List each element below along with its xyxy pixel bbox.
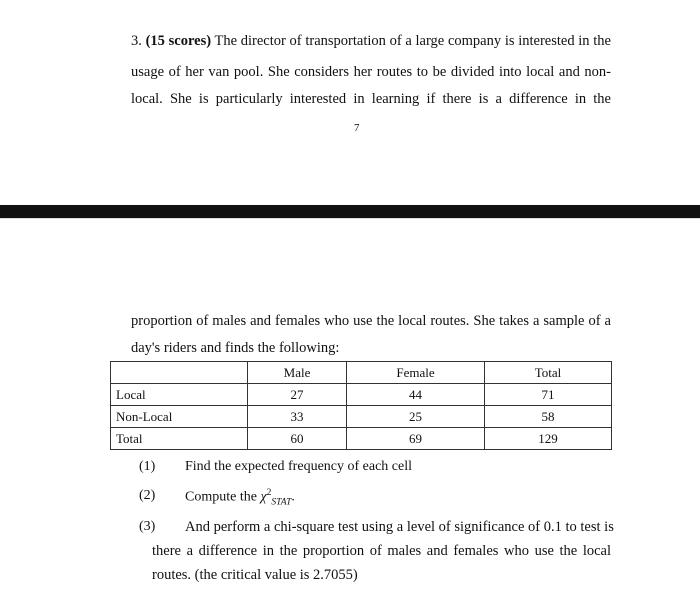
page-separator (0, 205, 700, 218)
frequency-table (110, 361, 612, 450)
table-cell: 69 (347, 428, 485, 450)
table-row (111, 384, 612, 406)
table-header-row (111, 362, 612, 384)
paragraph-line: usage of her van pool. She considers her routes to be divided into local and non- (131, 64, 611, 80)
table-cell: 33 (248, 406, 347, 428)
question-text: there a difference in the proportion of males and females who use the local (152, 543, 611, 559)
table-header-cell: Female (347, 362, 485, 384)
table-cell: 58 (485, 406, 612, 428)
table-cell: 71 (485, 384, 612, 406)
paragraph-line: proportion of males and females who use the local routes. She takes a sample of a (131, 313, 611, 329)
table-cell: 44 (347, 384, 485, 406)
table-cell: 129 (485, 428, 612, 450)
page-edge (0, 218, 700, 219)
chi-symbol: χ (260, 489, 267, 505)
question-text: routes. (the critical value is 2.7055) (152, 567, 358, 583)
question-text: And perform a chi-square test using a level of significance of 0.1 to test is (185, 519, 614, 535)
row-label: Local (111, 384, 248, 406)
paragraph-line: day's riders and finds the following: (131, 340, 340, 356)
question-number: (2) (139, 488, 156, 503)
table-header-cell (111, 362, 248, 384)
question-text: Compute the $\chi^2_{STAT}$. (185, 488, 295, 508)
row-label: Non-Local (111, 406, 248, 428)
paragraph-line: 3. (15 scores) The director of transportation of a large company is interested in the (131, 33, 611, 49)
table-cell: 60 (248, 428, 347, 450)
table-header-cell: Male (248, 362, 347, 384)
page-number: 7 (354, 122, 360, 134)
question-text: Find the expected frequency of each cell (185, 459, 413, 474)
table-row (111, 428, 612, 450)
table-cell: 27 (248, 384, 347, 406)
table-header-cell: Total (485, 362, 612, 384)
question-number: (3) (139, 519, 156, 534)
score-label: (15 scores) (145, 33, 212, 49)
question-number: (1) (139, 459, 156, 474)
table-cell: 25 (347, 406, 485, 428)
table-row (111, 406, 612, 428)
row-label: Total (111, 428, 248, 450)
paragraph-line: local. She is particularly interested in learning if there is a difference in the (131, 91, 611, 107)
